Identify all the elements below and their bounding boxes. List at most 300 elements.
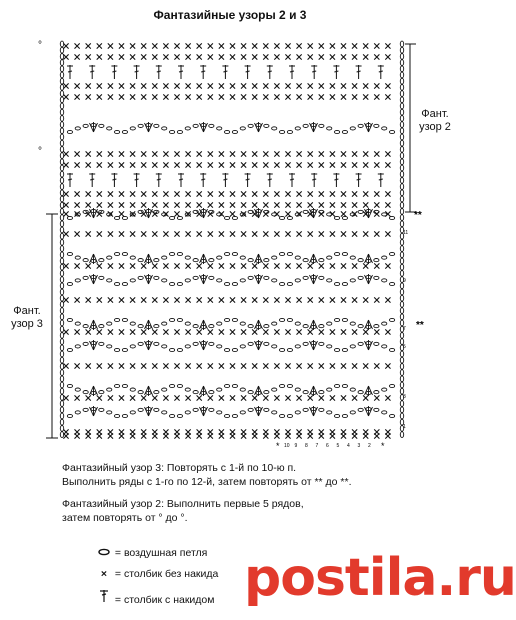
chain-stitch [162,411,167,414]
chain-stitch [60,326,63,332]
cross-stitch [86,94,91,99]
cross-stitch [319,162,324,167]
stitch-number: 4 [347,443,350,449]
cross-stitch [219,162,224,167]
chain-stitch [75,345,80,348]
cross-stitch [186,83,191,88]
chain-stitch [114,384,119,387]
cross-stitch [374,43,379,48]
dc-fan [90,320,98,330]
chain-stitch [400,153,403,159]
cross-stitch [263,162,268,167]
chain-stitch [374,259,379,262]
cross-stitch [308,297,313,302]
cross-stitch [308,395,313,400]
cross-stitch [319,54,324,59]
chain-stitch [303,124,308,127]
dc-fan [365,340,373,350]
chain-stitch [60,401,63,407]
cross-stitch [119,202,124,207]
cross-stitch [252,191,257,196]
cross-stitch [352,162,357,167]
cross-stitch [108,162,113,167]
cross-stitch [252,231,257,236]
label-pattern3-line2: узор 3 [11,318,43,330]
cross-stitch [297,395,302,400]
cross-stitch [297,94,302,99]
cross-stitch [97,231,102,236]
cross-stitch [385,151,390,156]
cross-stitch [219,202,224,207]
cross-stitch [130,297,135,302]
chain-stitch [114,414,119,417]
chain-stitch [400,240,403,246]
cross-stitch [352,263,357,268]
cross-stitch [263,297,268,302]
cross-stitch [219,231,224,236]
dc-fan [310,122,318,132]
chain-stitch [60,159,63,165]
cross-stitch [119,297,124,302]
dc-stitch [289,173,295,187]
cross-stitch [319,433,324,438]
cross-stitch [108,395,113,400]
cross-stitch [108,263,113,268]
chain-stitch [303,276,308,279]
cross-stitch [141,395,146,400]
cross-stitch [374,151,379,156]
chain-stitch [287,348,292,351]
cross-stitch [86,395,91,400]
cross-stitch [241,43,246,48]
cross-stitch [219,191,224,196]
cross-stitch [197,433,202,438]
chain-stitch [240,279,245,282]
chain-stitch [162,279,167,282]
cross-stitch [297,151,302,156]
chain-stitch [358,342,363,345]
cross-stitch [63,162,68,167]
dc-fan [145,254,153,264]
cross-stitch [63,54,68,59]
chain-stitch [154,342,159,345]
chain-stitch [138,124,143,127]
cross-stitch [285,231,290,236]
legend-dc-text: = столбик с накидом [114,594,215,606]
cross-stitch [230,231,235,236]
cross-stitch [252,54,257,59]
cross-stitch [97,363,102,368]
cross-stitch [319,83,324,88]
chain-stitch [209,276,214,279]
chain-stitch [319,259,324,262]
chain-stitch [60,184,63,190]
cross-stitch [252,94,257,99]
chain-stitch [350,279,355,282]
cross-stitch [75,329,80,334]
cross-stitch [285,395,290,400]
chain-stitch [67,252,72,255]
chain-stitch [75,411,80,414]
chain-stitch [272,279,277,282]
cross-stitch [174,297,179,302]
cross-stitch [186,297,191,302]
chain-stitch [389,216,394,219]
cross-stitch [119,263,124,268]
cross-stitch [75,231,80,236]
chain-stitch [374,342,379,345]
cross-stitch [274,329,279,334]
cross-stitch [241,395,246,400]
dc-fan [255,274,263,284]
chain-stitch [374,276,379,279]
chain-stitch [224,414,229,417]
cross-stitch [197,83,202,88]
cross-stitch [285,54,290,59]
cross-stitch [208,151,213,156]
cross-stitch [352,297,357,302]
cross-stitch [174,211,179,216]
cross-stitch [285,329,290,334]
stitch-number: 3 [357,443,361,449]
chain-stitch [272,127,277,130]
chain-stitch [232,216,237,219]
chain-stitch [60,147,63,153]
cross-stitch [285,263,290,268]
chain-stitch [240,388,245,391]
chain-stitch [400,41,403,47]
chain-stitch [193,391,198,394]
chain-stitch [75,322,80,325]
chain-stitch [295,322,300,325]
cross-stitch [130,231,135,236]
cross-stitch [141,329,146,334]
chain-stitch [248,391,253,394]
cross-stitch [374,54,379,59]
chain-stitch [75,279,80,282]
cross-stitch [219,83,224,88]
cross-stitch [86,329,91,334]
chain-stitch [67,130,72,133]
chain-stitch [389,348,394,351]
cross-stitch [119,433,124,438]
chain-stitch [400,103,403,109]
chain-stitch [232,318,237,321]
cross-stitch [197,395,202,400]
cross-stitch [63,329,68,334]
chain-stitch [60,388,63,394]
chain-stitch [60,209,63,215]
dc-fan [310,340,318,350]
cross-stitch [130,395,135,400]
chain-stitch [154,276,159,279]
cross-stitch [186,231,191,236]
chain-stitch [240,411,245,414]
cross-stitch [319,94,324,99]
cross-stitch [330,151,335,156]
chain-stitch [279,216,284,219]
chain-stitch [232,282,237,285]
cross-stitch [352,94,357,99]
cross-stitch [141,83,146,88]
chain-stitch [400,134,403,140]
chain-stitch [169,384,174,387]
dc-fan [310,406,318,416]
chain-stitch [400,147,403,153]
cross-stitch [341,191,346,196]
chain-stitch [358,259,363,262]
chain-stitch [400,246,403,252]
chain-stitch [358,325,363,328]
cross-stitch [97,263,102,268]
chain-stitch [400,333,403,339]
chain-stitch [60,215,63,221]
chain-stitch [400,72,403,78]
cross-stitch [341,151,346,156]
cross-stitch [97,395,102,400]
cross-stitch [374,433,379,438]
chain-stitch [319,124,324,127]
chain-stitch [60,364,63,370]
cross-stitch [252,43,257,48]
chain-stitch [130,388,135,391]
cross-stitch [119,94,124,99]
cross-stitch [363,263,368,268]
chain-stitch [248,342,253,345]
chain-stitch [389,318,394,321]
cross-stitch [385,83,390,88]
chain-stitch [224,130,229,133]
chain-stitch [248,259,253,262]
cross-stitch [252,263,257,268]
dc-fan [90,406,98,416]
chain-stitch [303,325,308,328]
chain-stitch [60,134,63,140]
chain-stitch [177,384,182,387]
chain-stitch [327,388,332,391]
dc-stitch [134,173,140,187]
chain-stitch [382,213,387,216]
chain-stitch [382,322,387,325]
chain-stitch [185,127,190,130]
cross-stitch [297,433,302,438]
chain-stitch [75,256,80,259]
dc-stitch [67,173,73,187]
stitch-grid [60,41,403,439]
cross-stitch [263,54,268,59]
cross-stitch [263,433,268,438]
cross-stitch [341,43,346,48]
chain-stitch [319,408,324,411]
cross-stitch [97,433,102,438]
instructions [62,461,452,533]
chain-stitch [400,47,403,53]
cross-stitch [163,202,168,207]
cross-stitch [274,43,279,48]
cross-stitch [252,83,257,88]
chain-stitch [287,384,292,387]
cross-stitch [174,231,179,236]
chain-stitch [107,411,112,414]
chain-stitch [60,308,63,314]
cross-stitch [63,94,68,99]
cross-stitch [152,263,157,268]
cross-stitch [197,94,202,99]
chain-stitch [60,41,63,47]
chain-stitch [400,407,403,413]
cross-stitch [141,94,146,99]
chain-stitch [350,411,355,414]
chain-stitch [114,348,119,351]
label-pattern3 [4,305,50,331]
chain-stitch [169,216,174,219]
chain-stitch [60,140,63,146]
dc-fan [255,340,263,350]
chain-stitch [114,318,119,321]
chain-stitch [279,384,284,387]
chain-stitch [400,252,403,258]
chain-stitch [217,256,222,259]
cross-stitch [86,202,91,207]
chain-stitch [60,196,63,202]
cross-stitch [130,191,135,196]
dc-fan [200,320,208,330]
cross-stitch [208,395,213,400]
chain-stitch [177,130,182,133]
watermark: postila.ru [244,548,516,608]
cross-stitch [230,191,235,196]
chain-stitch [60,153,63,159]
chain-stitch [60,271,63,277]
cross-stitch [75,94,80,99]
chain-stitch [240,127,245,130]
stitch-number: 7 [315,443,319,449]
cross-stitch [352,83,357,88]
cross-stitch [63,202,68,207]
chain-stitch [400,54,403,60]
dc-fan [90,274,98,284]
cross-stitch [186,162,191,167]
cross-stitch [208,43,213,48]
cross-stitch [385,191,390,196]
cross-stitch [341,54,346,59]
dc-fan [200,274,208,284]
chain-stitch [138,259,143,262]
chain-stitch [342,252,347,255]
cross-stitch [274,191,279,196]
cross-stitch [75,43,80,48]
cross-stitch [241,54,246,59]
cross-stitch [352,151,357,156]
chain-stitch [264,276,269,279]
cross-stitch [108,191,113,196]
instr-p3-line2: Выполнить ряды с 1-го по 12-й, затем повторять от ** до **. [62,476,352,488]
cross-stitch [208,231,213,236]
chain-stitch [334,414,339,417]
chain-stitch [99,124,104,127]
cross-stitch [330,43,335,48]
chain-stitch [400,165,403,171]
chain-stitch [185,388,190,391]
cross-stitch [86,83,91,88]
cross-stitch [141,54,146,59]
chain-stitch [217,322,222,325]
chain-stitch [342,130,347,133]
instr-p3-line1: Фантазийный узор 3: Повторять с 1-й по 10-ю п. [62,462,297,474]
chain-stitch [177,348,182,351]
cross-stitch [363,395,368,400]
chain-stitch [358,276,363,279]
chain-stitch [224,384,229,387]
cross-stitch [186,363,191,368]
cross-stitch [330,83,335,88]
cross-stitch [341,211,346,216]
cross-stitch [197,151,202,156]
cross-stitch [374,363,379,368]
cross-stitch [219,54,224,59]
cross-stitch [174,433,179,438]
dc-fan [200,122,208,132]
cross-stitch [130,54,135,59]
label-pattern2-line1: Фант. [421,108,449,120]
chain-stitch [358,210,363,213]
chain-stitch [60,240,63,246]
cross-stitch [374,191,379,196]
chain-stitch [240,256,245,259]
cross-stitch [241,94,246,99]
chain-stitch [295,256,300,259]
cross-stitch [341,263,346,268]
legend-sc-text: = столбик без накида [114,568,219,580]
dc-fan [365,254,373,264]
chain-stitch [400,122,403,128]
chain-stitch [264,325,269,328]
cross-stitch [163,54,168,59]
chain-stitch [400,171,403,177]
cross-stitch [330,297,335,302]
cross-stitch [341,297,346,302]
cross-stitch [219,363,224,368]
cross-stitch [230,151,235,156]
cross-stitch [119,231,124,236]
chain-stitch [295,345,300,348]
chain-stitch [334,318,339,321]
dc-fan [365,122,373,132]
cross-stitch [174,191,179,196]
cross-stitch [86,433,91,438]
cross-stitch [230,211,235,216]
cross-stitch [141,162,146,167]
cross-stitch [352,363,357,368]
cross-stitch [274,162,279,167]
chain-stitch [67,318,72,321]
chain-stitch [327,127,332,130]
chain-stitch [389,282,394,285]
cross-stitch [108,231,113,236]
legend-chain [96,546,207,560]
chain-stitch [400,190,403,196]
chain-stitch [400,401,403,407]
chain-stitch [334,216,339,219]
cross-stitch [297,297,302,302]
cross-stitch [130,83,135,88]
cross-stitch [163,94,168,99]
row-number: 1 [403,424,406,430]
chain-stitch [177,252,182,255]
cross-stitch [174,363,179,368]
chain-stitch [122,216,127,219]
dc-fan [310,320,318,330]
